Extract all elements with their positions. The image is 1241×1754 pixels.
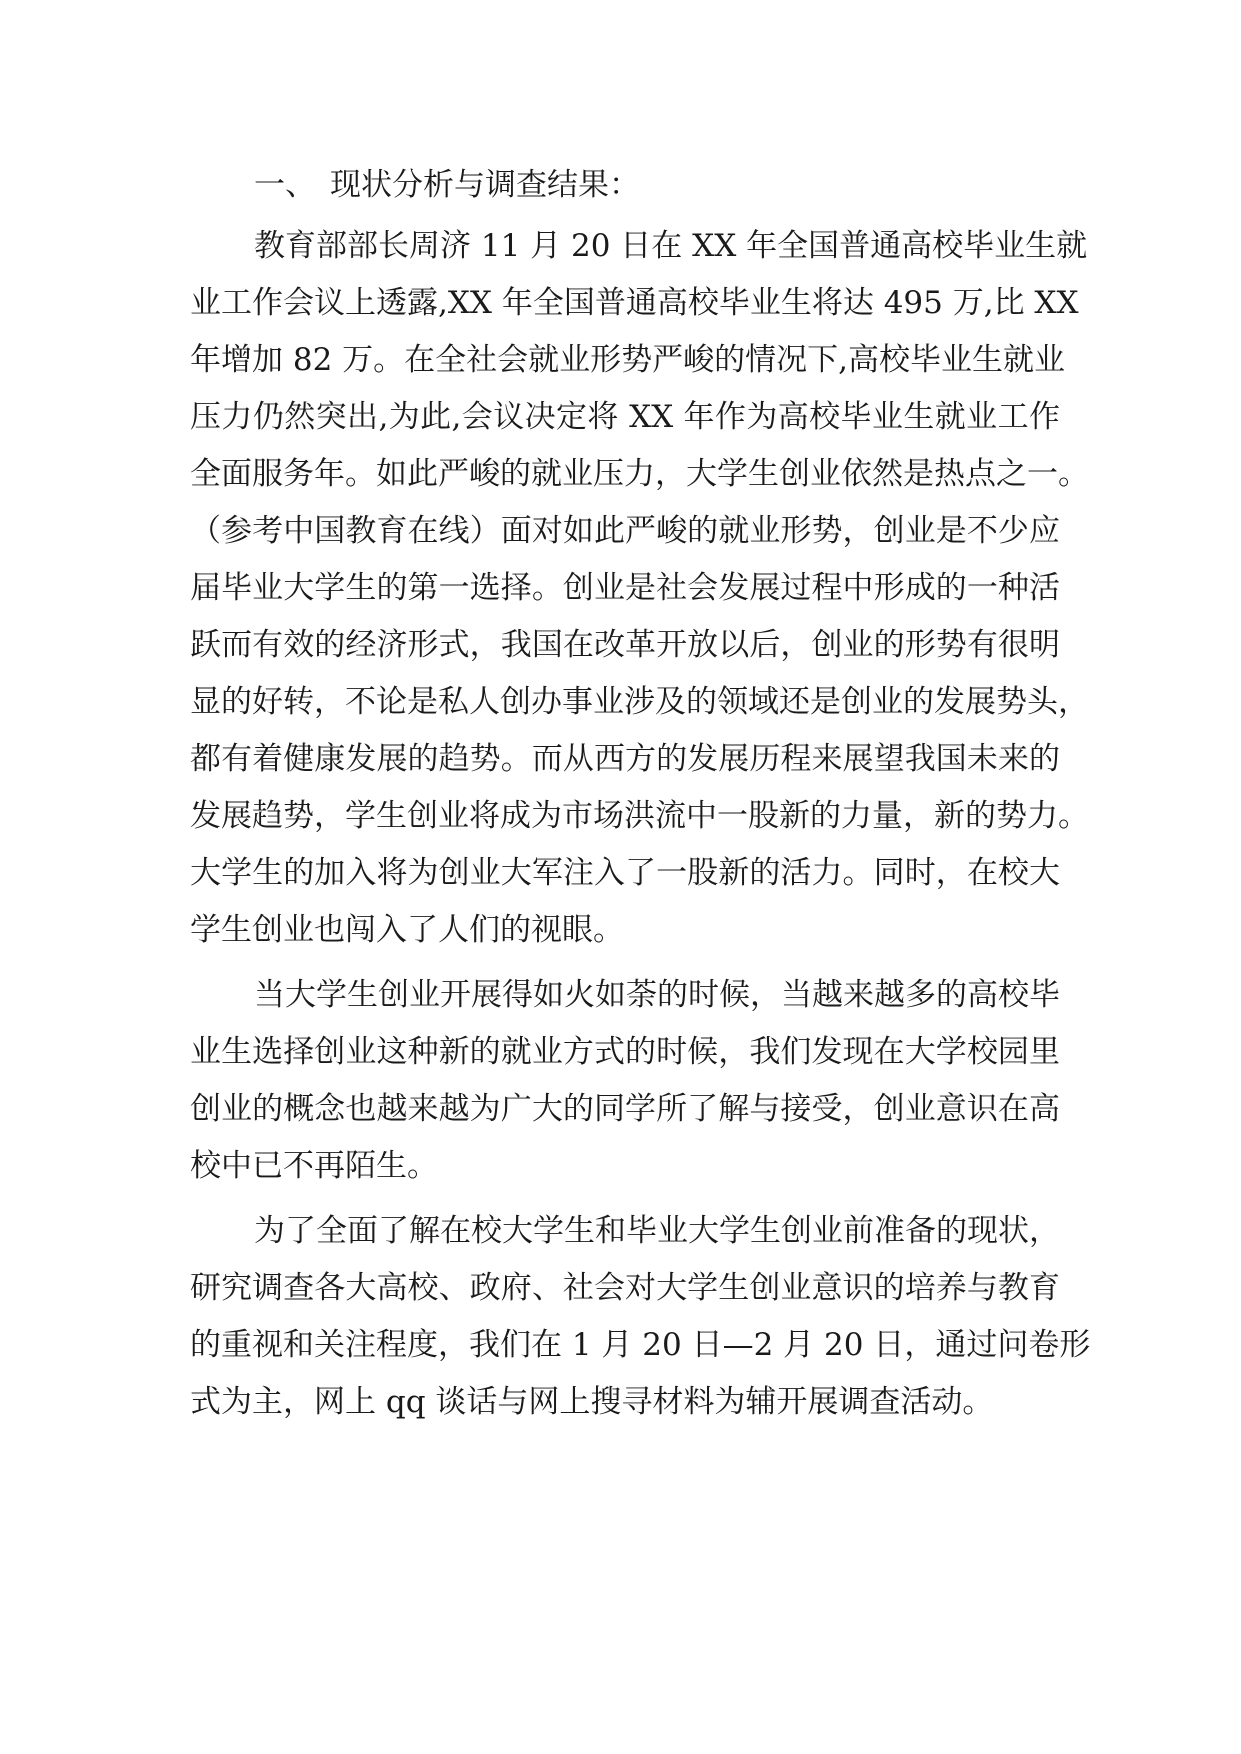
paragraph-line: 年增加 82 万。在全社会就业形势严峻的情况下,高校毕业生就业 bbox=[190, 342, 1066, 378]
paragraph-line: 全面服务年。如此严峻的就业压力，大学生创业依然是热点之一。 bbox=[190, 456, 1089, 492]
document-body bbox=[190, 157, 1091, 1439]
section-heading bbox=[254, 157, 1060, 214]
paragraph-line: 压力仍然突出,为此,会议决定将 XX 年作为高校毕业生就业工作 bbox=[190, 399, 1060, 435]
section-title: 现状分析与调查结果： bbox=[330, 167, 640, 203]
paragraph-campus-entrepreneurship bbox=[190, 967, 1060, 1195]
paragraph-line: 研究调查各大高校、政府、社会对大学生创业意识的培养与教育 bbox=[190, 1270, 1060, 1306]
paragraph-line: 届毕业大学生的第一选择。创业是社会发展过程中形成的一种活 bbox=[190, 570, 1060, 606]
paragraph-line: 教育部部长周济 11 月 20 日在 XX 年全国普通高校毕业生就 bbox=[254, 228, 1088, 264]
paragraph-line: 业工作会议上透露,XX 年全国普通高校毕业生将达 495 万,比 XX bbox=[190, 285, 1079, 321]
paragraph-line: 都有着健康发展的趋势。而从西方的发展历程来展望我国未来的 bbox=[190, 741, 1060, 777]
paragraph-line: 创业的概念也越来越为广大的同学所了解与接受，创业意识在高 bbox=[190, 1091, 1060, 1127]
paragraph-line: 业生选择创业这种新的就业方式的时候，我们发现在大学校园里 bbox=[190, 1034, 1060, 1070]
paragraph-line: 显的好转，不论是私人创办事业涉及的领域还是创业的发展势头， bbox=[190, 684, 1089, 720]
paragraph-line: 当大学生创业开展得如火如荼的时候，当越来越多的高校毕 bbox=[254, 977, 1060, 1013]
paragraph-line: 的重视和关注程度，我们在 1 月 20 日—2 月 20 日，通过问卷形 bbox=[190, 1327, 1091, 1363]
paragraph-line: 为了全面了解在校大学生和毕业大学生创业前准备的现状， bbox=[254, 1213, 1060, 1249]
paragraph-line: 式为主，网上 qq 谈话与网上搜寻材料为辅开展调查活动。 bbox=[190, 1384, 994, 1420]
paragraph-line: 校中已不再陌生。 bbox=[190, 1148, 438, 1184]
paragraph-line: 学生创业也闯入了人们的视眼。 bbox=[190, 912, 624, 948]
paragraph-line: 发展趋势，学生创业将成为市场洪流中一股新的力量，新的势力。 bbox=[190, 798, 1089, 834]
section-number: 一、 bbox=[254, 167, 316, 203]
paragraph-survey-method bbox=[190, 1203, 1091, 1431]
paragraph-line: 大学生的加入将为创业大军注入了一股新的活力。同时，在校大 bbox=[190, 855, 1060, 891]
paragraph-employment-situation bbox=[190, 218, 1089, 959]
paragraph-line: （参考中国教育在线）面对如此严峻的就业形势，创业是不少应 bbox=[190, 513, 1060, 549]
paragraph-line: 跃而有效的经济形式，我国在改革开放以后，创业的形势有很明 bbox=[190, 627, 1060, 663]
